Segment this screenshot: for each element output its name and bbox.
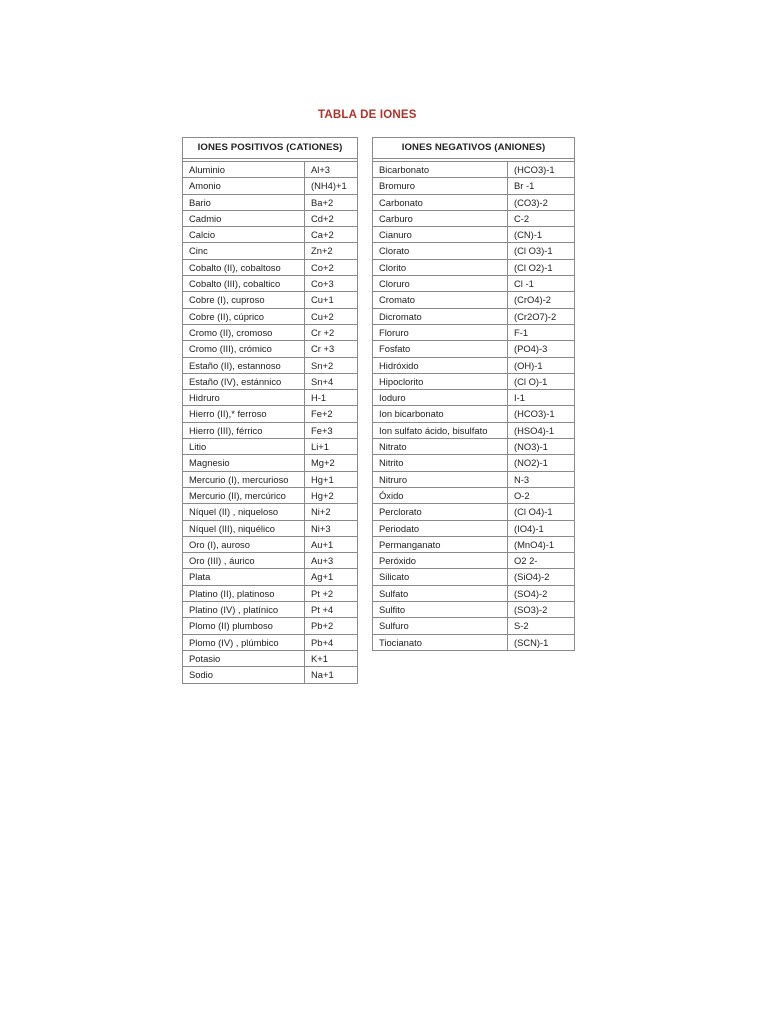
ion-name: Platino (IV) , platínico [183, 602, 305, 618]
ion-name: Níquel (II) , niqueloso [183, 504, 305, 520]
ion-name: Bario [183, 194, 305, 210]
ion-name: Peróxido [373, 553, 508, 569]
table-row [373, 504, 575, 520]
ion-formula: Ni+3 [305, 520, 358, 536]
ion-formula: (CrO4)-2 [508, 292, 575, 308]
ion-formula: Fe+3 [305, 422, 358, 438]
ion-formula: Hg+2 [305, 487, 358, 503]
ion-formula: Sn+4 [305, 373, 358, 389]
ion-name: Litio [183, 439, 305, 455]
ion-name: Hierro (III), férrico [183, 422, 305, 438]
ion-name: Bromuro [373, 178, 508, 194]
ion-formula: Zn+2 [305, 243, 358, 259]
ion-name: Silicato [373, 569, 508, 585]
table-row [373, 406, 575, 422]
table-row [183, 536, 358, 552]
ion-name: Estaño (II), estannoso [183, 357, 305, 373]
ion-name: Carburo [373, 210, 508, 226]
ion-formula: Ni+2 [305, 504, 358, 520]
ion-formula: Fe+2 [305, 406, 358, 422]
ion-formula: C-2 [508, 210, 575, 226]
ion-formula: Pt +2 [305, 585, 358, 601]
ion-formula: Pt +4 [305, 602, 358, 618]
ion-name: Nitruro [373, 471, 508, 487]
ion-formula: (HCO3)-1 [508, 406, 575, 422]
cations-table-header: IONES POSITIVOS (CATIONES) [183, 138, 358, 159]
table-row [183, 276, 358, 292]
ion-formula: Cl -1 [508, 276, 575, 292]
ion-name: Sodio [183, 667, 305, 683]
ion-name: Dicromato [373, 308, 508, 324]
ion-name: Cadmio [183, 210, 305, 226]
ion-formula: Pb+4 [305, 634, 358, 650]
ion-name: Mercurio (I), mercurioso [183, 471, 305, 487]
ion-name: Cromato [373, 292, 508, 308]
ion-formula: Au+3 [305, 553, 358, 569]
ion-formula: I-1 [508, 390, 575, 406]
table-row [373, 553, 575, 569]
ion-name: Ion sulfato ácido, bisulfato [373, 422, 508, 438]
table-row [183, 585, 358, 601]
ion-name: Plata [183, 569, 305, 585]
anions-table-body [373, 162, 575, 651]
table-row [373, 422, 575, 438]
ion-formula: Ca+2 [305, 227, 358, 243]
ion-name: Cianuro [373, 227, 508, 243]
table-row [373, 357, 575, 373]
table-row [183, 553, 358, 569]
ion-name: Ioduro [373, 390, 508, 406]
ion-name: Fosfato [373, 341, 508, 357]
ion-formula: (Cl O4)-1 [508, 504, 575, 520]
ion-formula: (SCN)-1 [508, 634, 575, 650]
table-row [183, 227, 358, 243]
table-row [183, 324, 358, 340]
table-row [183, 357, 358, 373]
document-title: TABLA DE IONES [318, 109, 417, 121]
ion-name: Magnesio [183, 455, 305, 471]
ion-formula: (HCO3)-1 [508, 162, 575, 178]
ion-name: Sulfuro [373, 618, 508, 634]
ion-name: Sulfato [373, 585, 508, 601]
table-row [373, 308, 575, 324]
table-row [183, 243, 358, 259]
ion-name: Cloruro [373, 276, 508, 292]
table-row [373, 471, 575, 487]
ion-formula: Ag+1 [305, 569, 358, 585]
ion-formula: Na+1 [305, 667, 358, 683]
ion-formula: Co+2 [305, 259, 358, 275]
ion-formula: Au+1 [305, 536, 358, 552]
table-row [373, 162, 575, 178]
ion-formula: Hg+1 [305, 471, 358, 487]
ion-formula: Al+3 [305, 162, 358, 178]
ion-name: Floruro [373, 324, 508, 340]
ion-name: Clorato [373, 243, 508, 259]
table-row [183, 439, 358, 455]
table-row [373, 194, 575, 210]
table-row [183, 650, 358, 666]
ion-formula: Co+3 [305, 276, 358, 292]
ion-formula: (Cl O3)-1 [508, 243, 575, 259]
ion-name: Plomo (IV) , plúmbico [183, 634, 305, 650]
ion-name: Níquel (III), niquélico [183, 520, 305, 536]
cations-table [182, 137, 358, 684]
ion-formula: N-3 [508, 471, 575, 487]
ion-formula: (IO4)-1 [508, 520, 575, 536]
table-row [183, 422, 358, 438]
ion-name: Hidróxido [373, 357, 508, 373]
ion-formula: Sn+2 [305, 357, 358, 373]
ion-name: Potasio [183, 650, 305, 666]
ion-name: Óxido [373, 487, 508, 503]
ion-formula: Pb+2 [305, 618, 358, 634]
table-row [183, 602, 358, 618]
ion-formula: Ba+2 [305, 194, 358, 210]
cations-table-body [183, 162, 358, 684]
table-row [183, 634, 358, 650]
table-row [373, 373, 575, 389]
ion-formula: (CN)-1 [508, 227, 575, 243]
table-row [183, 667, 358, 683]
ion-formula: O2 2- [508, 553, 575, 569]
table-row [373, 243, 575, 259]
ion-formula: Mg+2 [305, 455, 358, 471]
ion-name: Carbonato [373, 194, 508, 210]
table-row [183, 569, 358, 585]
ion-name: Cobalto (III), cobaltico [183, 276, 305, 292]
ion-name: Amonio [183, 178, 305, 194]
ion-formula: (PO4)-3 [508, 341, 575, 357]
table-row [373, 585, 575, 601]
table-row [373, 227, 575, 243]
ion-name: Permanganato [373, 536, 508, 552]
table-row [373, 634, 575, 650]
ion-formula: (SO3)-2 [508, 602, 575, 618]
table-row [183, 259, 358, 275]
ion-name: Hierro (II),* ferroso [183, 406, 305, 422]
ion-name: Nitrito [373, 455, 508, 471]
ion-formula: (NH4)+1 [305, 178, 358, 194]
ion-formula: O-2 [508, 487, 575, 503]
ion-name: Tiocianato [373, 634, 508, 650]
ion-name: Mercurio (II), mercúrico [183, 487, 305, 503]
ion-formula: (NO3)-1 [508, 439, 575, 455]
table-row [373, 602, 575, 618]
table-row [373, 292, 575, 308]
anions-table [372, 137, 575, 651]
anions-table-header: IONES NEGATIVOS (ANIONES) [373, 138, 575, 159]
ion-formula: (OH)-1 [508, 357, 575, 373]
ion-name: Estaño (IV), estánnico [183, 373, 305, 389]
ion-formula: H-1 [305, 390, 358, 406]
table-row [373, 390, 575, 406]
table-row [373, 178, 575, 194]
table-row [373, 276, 575, 292]
ion-formula: (Cr2O7)-2 [508, 308, 575, 324]
ion-formula: (SO4)-2 [508, 585, 575, 601]
ion-formula: (CO3)-2 [508, 194, 575, 210]
ion-formula: (Cl O)-1 [508, 373, 575, 389]
table-row [183, 292, 358, 308]
ion-formula: (Cl O2)-1 [508, 259, 575, 275]
ion-name: Cromo (II), cromoso [183, 324, 305, 340]
ion-name: Nitrato [373, 439, 508, 455]
table-row [183, 504, 358, 520]
table-row [183, 487, 358, 503]
table-row [373, 439, 575, 455]
table-row [373, 536, 575, 552]
table-row [373, 210, 575, 226]
ion-name: Plomo (II) plumboso [183, 618, 305, 634]
ion-formula: Li+1 [305, 439, 358, 455]
ion-formula: Cu+1 [305, 292, 358, 308]
ion-name: Cobre (II), cúprico [183, 308, 305, 324]
ion-name: Bicarbonato [373, 162, 508, 178]
table-row [373, 618, 575, 634]
table-row [183, 210, 358, 226]
table-row [373, 569, 575, 585]
table-row [183, 194, 358, 210]
ion-formula: (SiO4)-2 [508, 569, 575, 585]
table-row [183, 341, 358, 357]
ion-name: Ion bicarbonato [373, 406, 508, 422]
ion-name: Oro (I), auroso [183, 536, 305, 552]
ion-name: Cromo (III), crómico [183, 341, 305, 357]
table-row [373, 341, 575, 357]
table-row [183, 308, 358, 324]
ion-formula: Cd+2 [305, 210, 358, 226]
ion-name: Hipoclorito [373, 373, 508, 389]
table-row [183, 618, 358, 634]
ion-name: Cobre (I), cuproso [183, 292, 305, 308]
ion-name: Periodato [373, 520, 508, 536]
table-row [373, 324, 575, 340]
ion-name: Calcio [183, 227, 305, 243]
table-row [373, 455, 575, 471]
ion-formula: Cu+2 [305, 308, 358, 324]
ion-name: Platino (II), platinoso [183, 585, 305, 601]
ion-name: Hidruro [183, 390, 305, 406]
ion-formula: (MnO4)-1 [508, 536, 575, 552]
ion-name: Cobalto (II), cobaltoso [183, 259, 305, 275]
table-row [183, 406, 358, 422]
ion-formula: Cr +3 [305, 341, 358, 357]
ion-name: Sulfito [373, 602, 508, 618]
ion-formula: S-2 [508, 618, 575, 634]
ion-name: Aluminio [183, 162, 305, 178]
table-row [183, 178, 358, 194]
table-row [183, 162, 358, 178]
ion-formula: (HSO4)-1 [508, 422, 575, 438]
table-row [183, 455, 358, 471]
ion-formula: (NO2)-1 [508, 455, 575, 471]
ion-name: Oro (III) , áurico [183, 553, 305, 569]
table-row [183, 520, 358, 536]
table-row [183, 373, 358, 389]
ion-formula: K+1 [305, 650, 358, 666]
table-row [373, 259, 575, 275]
ion-name: Perclorato [373, 504, 508, 520]
ion-name: Clorito [373, 259, 508, 275]
ion-formula: Br -1 [508, 178, 575, 194]
table-row [183, 390, 358, 406]
ion-formula: F-1 [508, 324, 575, 340]
ion-formula: Cr +2 [305, 324, 358, 340]
table-row [373, 520, 575, 536]
table-row [183, 471, 358, 487]
ion-name: Cinc [183, 243, 305, 259]
table-row [373, 487, 575, 503]
